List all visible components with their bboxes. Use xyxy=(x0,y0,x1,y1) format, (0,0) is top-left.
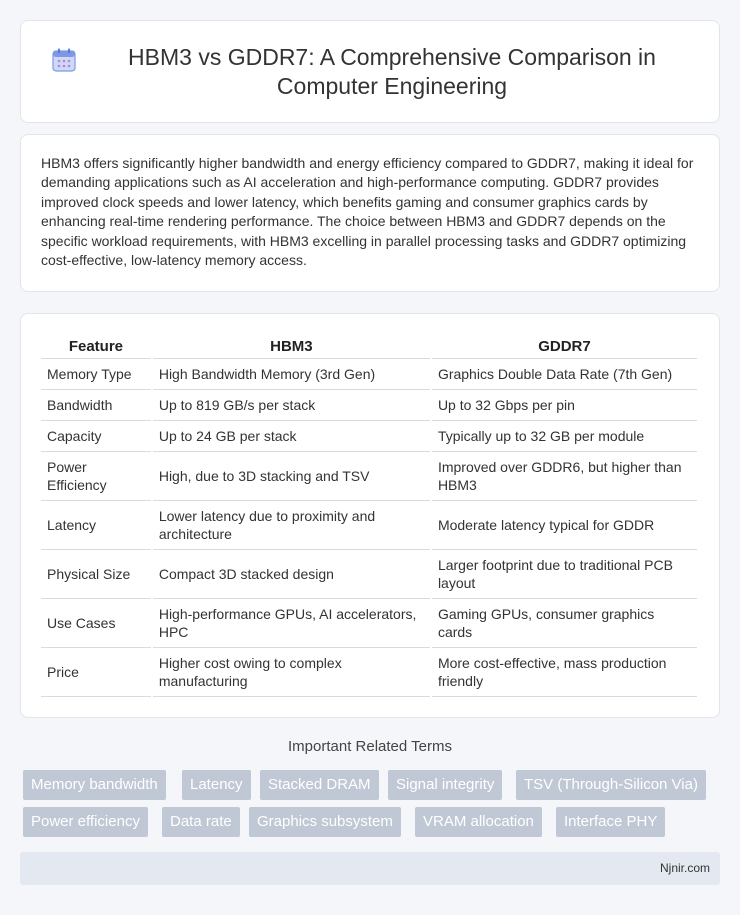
related-terms-heading: Important Related Terms xyxy=(288,738,452,755)
gddr7-cell: Larger footprint due to traditional PCB layout xyxy=(432,550,697,599)
footer xyxy=(20,852,720,885)
feature-cell: Latency xyxy=(41,501,151,550)
hbm3-cell: High-performance GPUs, AI accelerators, HPC xyxy=(153,599,430,648)
comparison-table-card xyxy=(20,313,720,718)
hbm3-cell: Higher cost owing to complex manufacturing xyxy=(153,648,430,697)
term-tag[interactable]: Memory bandwidth xyxy=(23,770,166,800)
term-tag[interactable]: VRAM allocation xyxy=(415,807,542,837)
term-tag[interactable]: Signal integrity xyxy=(388,770,502,800)
intro-paragraph: HBM3 offers significantly higher bandwidth and energy efficiency compared to GDDR7, making it ideal for demanding applications such as AI acceleration and high-performance computing. GDDR7 provides improved clock speeds and lower latency, which benefits gaming and consumer graphics cards by enhancing real-time rendering performance. The choice between HBM3 and GDDR7 depends on the specific workload requirements, with HBM3 excelling in parallel processing tasks and GDDR7 optimizing cost-effective, low-latency memory access. xyxy=(41,155,694,269)
feature-cell: Use Cases xyxy=(41,599,151,648)
hbm3-cell: Up to 24 GB per stack xyxy=(153,421,430,452)
intro-card xyxy=(20,134,720,292)
table-row xyxy=(41,648,697,697)
term-tag[interactable]: Stacked DRAM xyxy=(260,770,379,800)
term-tag[interactable]: Power efficiency xyxy=(23,807,148,837)
hbm3-cell: Lower latency due to proximity and architecture xyxy=(153,501,430,550)
title-card xyxy=(20,20,720,123)
term-tag[interactable]: Interface PHY xyxy=(556,807,665,837)
table-header-row xyxy=(41,334,697,359)
table-row xyxy=(41,359,697,390)
hbm3-cell: Compact 3D stacked design xyxy=(153,550,430,599)
term-tag[interactable]: Data rate xyxy=(162,807,240,837)
feature-cell: Price xyxy=(41,648,151,697)
hbm3-cell: High, due to 3D stacking and TSV xyxy=(153,452,430,501)
gddr7-cell: Typically up to 32 GB per module xyxy=(432,421,697,452)
table-row xyxy=(41,550,697,599)
gddr7-cell: More cost-effective, mass production friendly xyxy=(432,648,697,697)
gddr7-cell: Graphics Double Data Rate (7th Gen) xyxy=(432,359,697,390)
feature-cell: Bandwidth xyxy=(41,390,151,421)
header-hbm3: HBM3 xyxy=(153,334,430,359)
gddr7-cell: Moderate latency typical for GDDR xyxy=(432,501,697,550)
gddr7-cell: Improved over GDDR6, but higher than HBM3 xyxy=(432,452,697,501)
header-feature: Feature xyxy=(41,334,151,359)
footer-site-link[interactable]: Njnir.com xyxy=(659,861,710,875)
title-wrap xyxy=(21,43,719,101)
hbm3-cell: High Bandwidth Memory (3rd Gen) xyxy=(153,359,430,390)
calendar-icon xyxy=(51,47,77,73)
hbm3-cell: Up to 819 GB/s per stack xyxy=(153,390,430,421)
table-row xyxy=(41,421,697,452)
comparison-table xyxy=(39,334,699,697)
table-row xyxy=(41,452,697,501)
table-row xyxy=(41,501,697,550)
feature-cell: Physical Size xyxy=(41,550,151,599)
term-tag[interactable]: Latency xyxy=(182,770,251,800)
table-row xyxy=(41,599,697,648)
page-title: HBM3 vs GDDR7: A Comprehensive Comparison in Computer Engineering xyxy=(128,43,656,99)
header-gddr7: GDDR7 xyxy=(432,334,697,359)
table-row xyxy=(41,390,697,421)
term-tag[interactable]: TSV (Through-Silicon Via) xyxy=(516,770,706,800)
term-tag[interactable]: Graphics subsystem xyxy=(249,807,401,837)
feature-cell: Capacity xyxy=(41,421,151,452)
feature-cell: Memory Type xyxy=(41,359,151,390)
feature-cell: Power Efficiency xyxy=(41,452,151,501)
gddr7-cell: Gaming GPUs, consumer graphics cards xyxy=(432,599,697,648)
gddr7-cell: Up to 32 Gbps per pin xyxy=(432,390,697,421)
